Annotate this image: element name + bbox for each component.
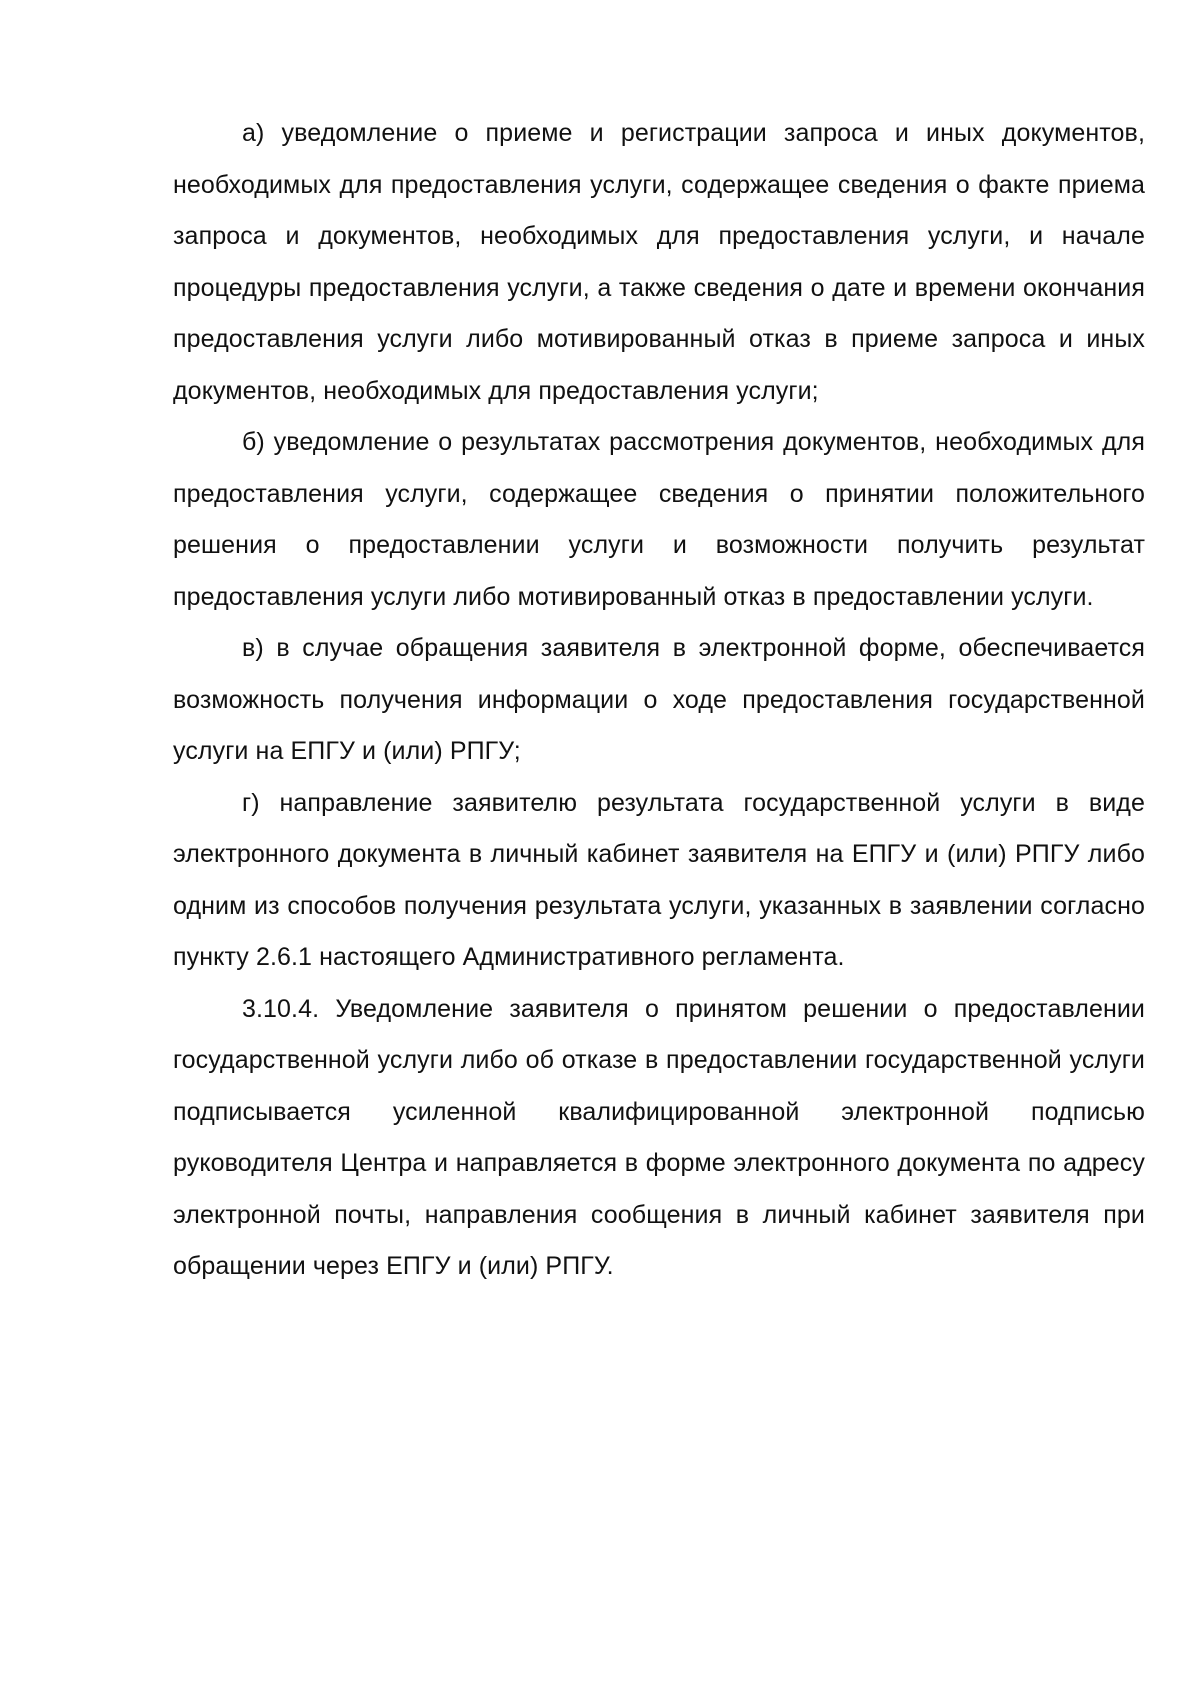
paragraph-notification-results: б) уведомление о результатах рассмотрения документов, необходимых для предоставления услуги, содержащее сведения о принятии положительного решения о предоставлении услуги и возможности получить результат предоставления услуги либо мотивированный отказ в предоставлении услуги. [173, 428, 1145, 611]
paragraph-result-delivery: г) направление заявителю результата государственной услуги в виде электронного документа в личный кабинет заявителя на ЕПГУ и (или) РПГУ либо одним из способов получения результата услуги, указанных в заявлении согласно пункту 2.6.1 настоящего Административного регламента. [173, 788, 1145, 971]
document-body [173, 108, 1145, 1293]
paragraph-electronic-request: в) в случае обращения заявителя в электронной форме, обеспечивается возможность получения информации о ходе предоставления государственной услуги на ЕПГУ и (или) РПГУ; [173, 634, 1145, 765]
paragraph-section-3-10-4: 3.10.4. Уведомление заявителя о принятом решении о предоставлении государственной услуги либо об отказе в предоставлении государственной услуги подписывается усиленной квалифицированной электронной подписью руководителя Центра и направляется в форме электронного документа по адресу электронной почты, направления сообщения в личный кабинет заявителя при обращении через ЕПГУ и (или) РПГУ. [173, 994, 1145, 1280]
paragraph-notification-receipt: а) уведомление о приеме и регистрации запроса и иных документов, необходимых для предоставления услуги, содержащее сведения о факте приема запроса и документов, необходимых для предоставления услуги, и начале процедуры предоставления услуги, а также сведения о дате и времени окончания предоставления услуги либо мотивированный отказ в приеме запроса и иных документов, необходимых для предоставления услуги; [173, 119, 1145, 405]
